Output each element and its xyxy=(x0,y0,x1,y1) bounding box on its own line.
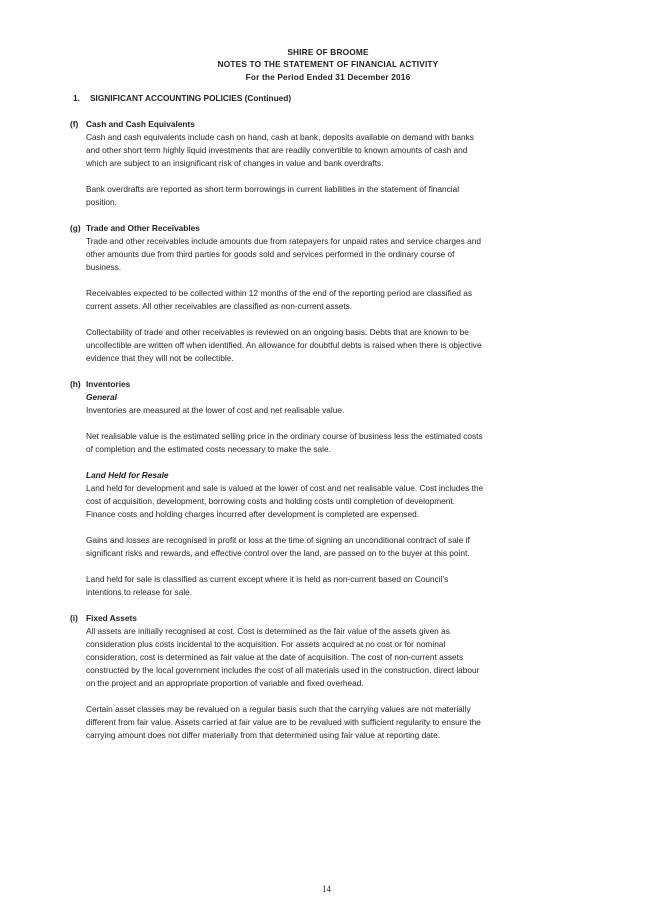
spacer xyxy=(86,690,485,703)
spacer xyxy=(86,274,485,287)
section-h-subheading-general: General xyxy=(86,392,117,402)
section-f-title: Cash and Cash Equivalents xyxy=(86,119,195,129)
spacer xyxy=(0,365,653,378)
section-i-paragraph-1: All assets are initially recognised at cost. Cost is determined as the fair value of the assets given as consideration plus costs incidental to the acquisition. For assets acquired at no cost or for nominal consideration, cost is determined as fair value at the date of acquisition. The cost of non-current assets constructed by the local government includes the cost of all materials used in the construction, direct labour on the project and an appropriate proportion of variable and fixed overhead. xyxy=(86,626,480,688)
spacer xyxy=(0,599,653,612)
section-h-label: (h) xyxy=(70,379,81,389)
section-f-label: (f) xyxy=(70,119,79,129)
section-h-paragraph-1: Inventories are measured at the lower of cost and net realisable value. xyxy=(86,405,345,415)
spacer xyxy=(86,521,485,534)
header-period: For the Period Ended 31 December 2016 xyxy=(245,71,411,82)
section-g-trade-and-other-receivables xyxy=(0,222,653,365)
section-g-title: Trade and Other Receivables xyxy=(86,223,200,233)
note-heading xyxy=(0,92,653,105)
section-f-paragraph-1: Cash and cash equivalents include cash on hand, cash at bank, deposits available on demand with banks and other short term highly liquid investments that are readily convertible to known amounts of cash and which are subject to an insignificant risk of changes in value and bank overdrafts. xyxy=(86,132,474,168)
section-h-subheading-land-held-for-resale: Land Held for Resale xyxy=(86,470,169,480)
section-h-paragraph-5: Land held for sale is classified as current except where it is held as non-current based on Council's intentions to release for sale. xyxy=(86,574,449,597)
section-i-fixed-assets xyxy=(0,612,653,742)
document-body xyxy=(0,92,653,742)
section-h-paragraph-2: Net realisable value is the estimated selling price in the ordinary course of business less the estimated costs of completion and the estimated costs necessary to make the sale. xyxy=(86,431,483,454)
note-title: SIGNIFICANT ACCOUNTING POLICIES (Continued) xyxy=(90,93,292,103)
spacer xyxy=(86,170,485,183)
spacer xyxy=(86,417,485,430)
section-g-paragraph-3: Collectability of trade and other receivables is reviewed on an ongoing basis. Debts that are known to be uncollectible are written off when identified. An allowance for doubtful debts is raised when there is objective evidence that they will not be collectible. xyxy=(86,327,482,363)
section-h-title: Inventories xyxy=(86,379,131,389)
section-i-title: Fixed Assets xyxy=(86,613,137,623)
section-f-cash-and-cash-equivalents xyxy=(0,118,653,209)
section-i-label: (i) xyxy=(70,613,78,623)
document-header xyxy=(0,46,653,83)
section-h-paragraph-3: Land held for development and sale is valued at the lower of cost and net realisable value. Cost includes the cost of acquisition, development, borrowing costs and holding costs until completion of development. Finance costs and holding charges incurred after development is completed are expensed. xyxy=(86,483,484,519)
spacer xyxy=(86,560,485,573)
header-organisation: SHIRE OF BROOME xyxy=(287,47,369,57)
section-i-paragraph-2: Certain asset classes may be revalued on a regular basis such that the carrying values are not materially different from fair value. Assets carried at fair value are to be revalued with sufficient regularity to ensure the carrying amount does not differ materially from that determined using fair value at reporting date. xyxy=(86,704,481,740)
note-number: 1. xyxy=(73,93,80,103)
spacer xyxy=(86,313,485,326)
spacer xyxy=(0,105,653,118)
page-number: 14 xyxy=(322,884,331,894)
section-g-paragraph-1: Trade and other receivables include amounts due from ratepayers for unpaid rates and service charges and other amounts due from third parties for goods sold and services performed in the ordinary course of business. xyxy=(86,236,481,272)
header-document-title: NOTES TO THE STATEMENT OF FINANCIAL ACTIVITY xyxy=(217,59,439,70)
section-h-paragraph-4: Gains and losses are recognised in profit or loss at the time of signing an unconditional contract of sale if significant risks and rewards, and effective control over the land, are passed on to the buyer at this point. xyxy=(86,535,470,558)
section-g-paragraph-2: Receivables expected to be collected within 12 months of the end of the reporting period are classified as current assets. All other receivables are classified as non-current assets. xyxy=(86,288,473,311)
section-g-label: (g) xyxy=(70,223,81,233)
section-f-paragraph-2: Bank overdrafts are reported as short term borrowings in current liabilities in the statement of financial position. xyxy=(86,184,460,207)
spacer xyxy=(0,209,653,222)
spacer xyxy=(86,456,485,469)
section-h-inventories xyxy=(0,378,653,599)
